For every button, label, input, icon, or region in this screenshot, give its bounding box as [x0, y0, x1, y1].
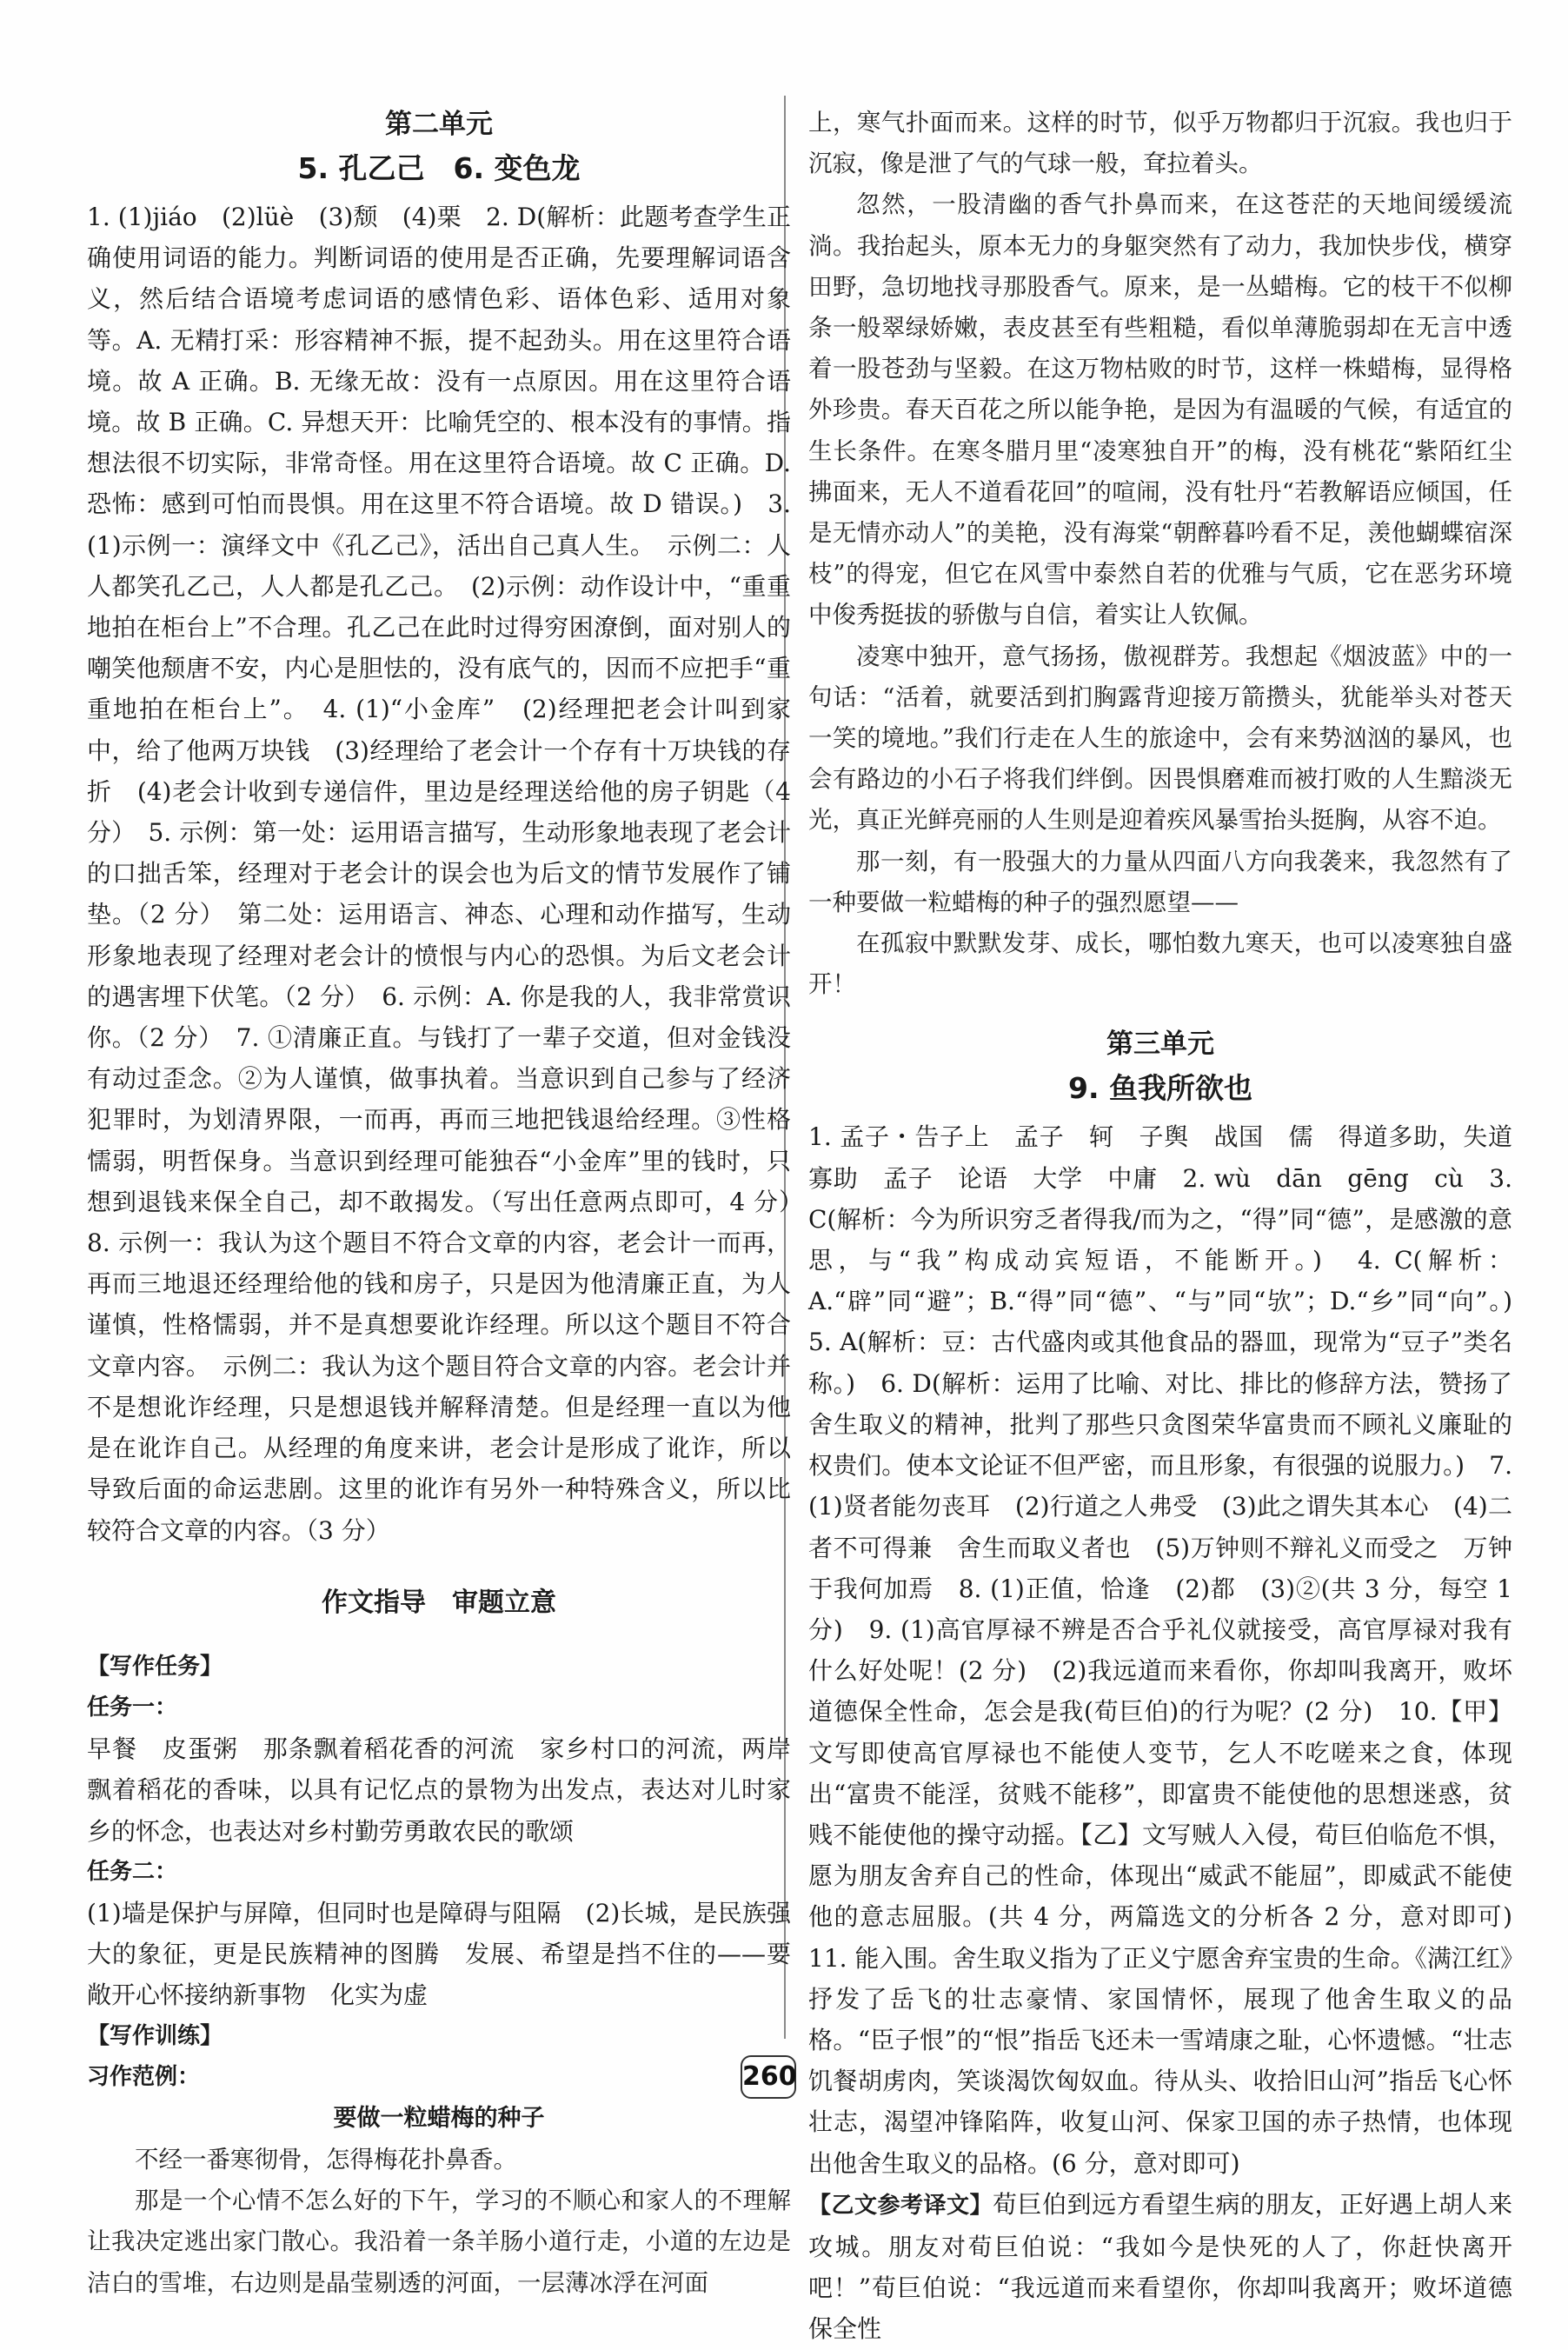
task1-label: 任务一： — [87, 1694, 178, 1721]
section-title: 作文指导 审题立意 — [322, 1587, 556, 1618]
essay-paragraph: 不经一番寒彻骨，怎得梅花扑鼻香。 — [135, 2145, 517, 2174]
essay-paragraph: 那是一个心情不怎么好的下午，学习的不顺心和家人的不理解让我决定逃出家门散心。我沿着一条羊肠小道行走，小道的左边是洁白的雪堆，右边则是晶莹剔透的河面，一层薄冰浮在河面 — [87, 2187, 791, 2297]
essay-paragraph: 凌寒中独开，意气扬扬，傲视群芳。我想起《烟波蓝》中的一句话：“活着，就要活到扪胸露背迎接万箭攒头，犹能举头对苍天一笑的境地。”我们行走在人生的旅途中，会有来势汹汹的暴风，也会有路边的小石子将我们绊倒。因畏惧磨难而被打败的人生黯淡无光，真正光鲜亮丽的人生则是迎着疾风暴雪抬头挺胸，从容不迫。 — [808, 642, 1512, 835]
writing-task-label: 【写作任务】 — [87, 1653, 223, 1680]
training-label: 【写作训练】 — [87, 2022, 223, 2049]
task1-text: 早餐 皮蛋粥 那条飘着稻花香的河流 家乡村口的河流，两岸飘着稻花的香味，以具有记忆点的景物为出发点，表达对儿时家乡的怀念，也表达对乡村勤劳勇敢农民的歌颂 — [87, 1734, 791, 1846]
answers-block: 1. 孟子・告子上 孟子 轲 子舆 战国 儒 得道多助，失道寡助 孟子 论语 大学 中庸 2. wù dān gēng cù 3. C(解析：今为所识穷乏者得我/而为之，“得”同“德”，是感激的意思，与“我”构成动宾短语，不能断开。) 4. C(解析：A.“辟”同“避”；B.“得”同“德”、“与”同“欤”；D.“乡”同“向”。) 5. A(解析：豆：古代盛肉或其他食品的器皿，现常为“豆子”类名称。) 6. D(解析：运用了比喻、对比、排比的修辞方法，赞扬了舍生取义的精神，批判了那些只贪图荣华富贵而不顾礼义廉耻的权贵们。使本文论证不但严密，而且形象，有很强的说服力。) 7. (1)贤者能勿丧耳 (2)行道之人弗受 (3)此之谓失其本心 (4)二者不可得兼 舍生而取义者也 (5)万钟则不辩礼义而受之 万钟于我何加焉 8. (1)正值，恰逢 (2)都 (3)②(共 3 分，每空 1 分) 9. (1)高官厚禄不辨是否合乎礼仪就接受，高官厚禄对我有什么好处呢！(2 分) (2)我远道而来看你，你却叫我离开，败坏道德保全性命，怎会是我(荀巨伯)的行为呢？(2 分) 10.【甲】文写即使高官厚禄也不能使人变节，乞人不吃嗟来之食，体现出“富贵不能淫，贫贱不能移”，即富贵不能使他的思想迷惑，贫贱不能使他的操守动摇。【乙】文写贼人入侵，荀巨伯临危不惧，愿为朋友舍弃自己的性命，体现出“威武不能屈”，即威武不能使他的意志屈服。(共 4 分，两篇选文的分析各 2 分，意对即可) 11. 能入围。舍生取义指为了正义宁愿舍弃宝贵的生命。《满江红》抒发了岳飞的壮志豪情、家国情怀，展现了他舍生取义的品格。“臣子恨”的“恨”指岳飞还未一雪靖康之耻，心怀遗憾。“壮志饥餐胡虏肉，笑谈渴饮匈奴血。待从头、收拾旧山河”指岳飞心怀壮志，渴望冲锋陷阵，收复山河、保家卫国的赤子热情，也体现出他舍生取义的品格。(6 分，意对即可) — [808, 1122, 1538, 2178]
lesson-title: 9. 鱼我所欲也 — [1068, 1071, 1252, 1106]
translation-block — [808, 2184, 1512, 2350]
translation-text: 荀巨伯到远方看望生病的朋友，正好遇上胡人来攻城。朋友对荀巨伯说：“我如今是快死的人了，你赶快离开吧！”荀巨伯说：“我远道而来看望你，你却叫我离开；败坏道德保全性 — [808, 2189, 1512, 2344]
task2-text: (1)墙是保护与屏障，但同时也是障碍与阻隔 (2)长城，是民族强大的象征，更是民族精神的图腾 发展、希望是挡不住的——要敞开心怀接纳新事物 化实为虚 — [87, 1898, 791, 2010]
essay-paragraph: 在孤寂中默默发芽、成长，哪怕数九寒天，也可以凌寒独自盛开！ — [808, 929, 1512, 999]
task2-label: 任务二： — [87, 1858, 178, 1885]
lesson-title: 5. 孔乙己 6. 变色龙 — [297, 151, 581, 185]
essay-title: 要做一粒蜡梅的种子 — [333, 2104, 545, 2132]
essay-paragraph: 那一刻，有一股强大的力量从四面八方向我袭来，我忽然有了一种要做一粒蜡梅的种子的强烈愿望—— — [808, 847, 1512, 916]
unit-title: 第三单元 — [1106, 1029, 1214, 1061]
left-column — [87, 103, 816, 2304]
right-column — [808, 103, 1538, 2350]
essay-paragraph: 忽然，一股清幽的香气扑鼻而来，在这苍茫的天地间缓缓流淌。我抬起头，原本无力的身躯突然有了动力，我加快步伐，横穿田野，急切地找寻那股香气。原来，是一丛蜡梅。它的枝干不似柳条一般翠绿娇嫩，表皮甚至有些粗糙，看似单薄脆弱却在无言中透着一股苍劲与坚毅。在这万物枯败的时节，这样一株蜡梅，显得格外珍贵。春天百花之所以能争艳，是因为有温暖的气候，有适宜的生长条件。在寒冬腊月里“凌寒独自开”的梅，没有桃花“紫陌红尘拂面来，无人不道看花回”的喧闹，没有牡丹“若教解语应倾国，任是无情亦动人”的美艳，没有海棠“朝醉暮吟看不足，羡他蝴蝶宿深枝”的得宠，但它在风雪中泰然自若的优雅与气质，它在恶劣环境中俊秀挺拔的骄傲与自信，着实让人钦佩。 — [808, 190, 1512, 629]
translation-label: 【乙文参考译文】 — [808, 2192, 993, 2219]
answers-block: 1. (1)jiáo (2)lüè (3)颓 (4)栗 2. D(解析：此题考查学生正确使用词语的能力。判断词语的使用是否正确，先要理解词语含义，然后结合语境考虑词语的感情色彩、语体色彩、适用对象等。A. 无精打采：形容精神不振，提不起劲头。用在这里符合语境。故 A 正确。B. 无缘无故：没有一点原因。用在这里符合语境。故 B 正确。C. 异想天开：比喻凭空的、根本没有的事情。指想法很不切实际，非常奇怪。用在这里符合语境。故 C 正确。D. 恐怖：感到可怕而畏惧。用在这里不符合语境。故 D 错误。) 3. (1)示例一：演绎文中《孔乙己》，活出自己真人生。 示例二：人人都笑孔乙己，人人都是孔乙己。 (2)示例：动作设计中，“重重地拍在柜台上”不合理。孔乙己在此时过得穷困潦倒，面对别人的嘲笑他颓唐不安，内心是胆怯的，没有底气的，因而不应把手“重重地拍在柜台上”。 4. (1)“小金库” (2)经理把老会计叫到家中，给了他两万块钱 (3)经理给了老会计一个存有十万块钱的存折 (4)老会计收到专递信件，里边是经理送给他的房子钥匙（4 分） 5. 示例：第一处：运用语言描写，生动形象地表现了老会计的口拙舌笨，经理对于老会计的误会也为后文的情节发展作了铺垫。（2 分） 第二处：运用语言、神态、心理和动作描写，生动形象地表现了经理对老会计的愤恨与内心的恐惧。为后文老会计的遇害埋下伏笔。（2 分） 6. 示例：A. 你是我的人，我非常赏识你。（2 分） 7. ①清廉正直。与钱打了一辈子交道，但对金钱没有动过歪念。②为人谨慎，做事执着。当意识到自己参与了经济犯罪时，为划清界限，一而再，再而三地把钱退给经理。③性格懦弱，明哲保身。当意识到经理可能独吞“小金库”里的钱时，只想到退钱来保全自己，却不敢揭发。（写出任意两点即可，4 分） 8. 示例一：我认为这个题目不符合文章的内容，老会计一而再，再而三地退还经理给他的钱和房子，只是因为他清廉正直，为人谨慎，性格懦弱，并不是真想要讹诈经理。所以这个题目不符合文章内容。 示例二：我认为这个题目符合文章的内容。老会计并不是想讹诈经理，只是想退钱并解释清楚。但是经理一直以为他是在讹诈自己。从经理的角度来讲，老会计是形成了讹诈，所以导致后面的命运悲剧。这里的讹诈有另外一种特殊含义，所以比较符合文章的内容。（3 分） — [87, 203, 816, 1545]
unit-title: 第二单元 — [385, 109, 493, 140]
sample-label: 习作范例： — [87, 2063, 201, 2090]
essay-paragraph-continued: 上，寒气扑面而来。这样的时节，似乎万物都归于沉寂。我也归于沉寂，像是泄了气的气球一般，耷拉着头。 — [808, 109, 1512, 178]
page-number: 260 — [741, 2055, 796, 2099]
